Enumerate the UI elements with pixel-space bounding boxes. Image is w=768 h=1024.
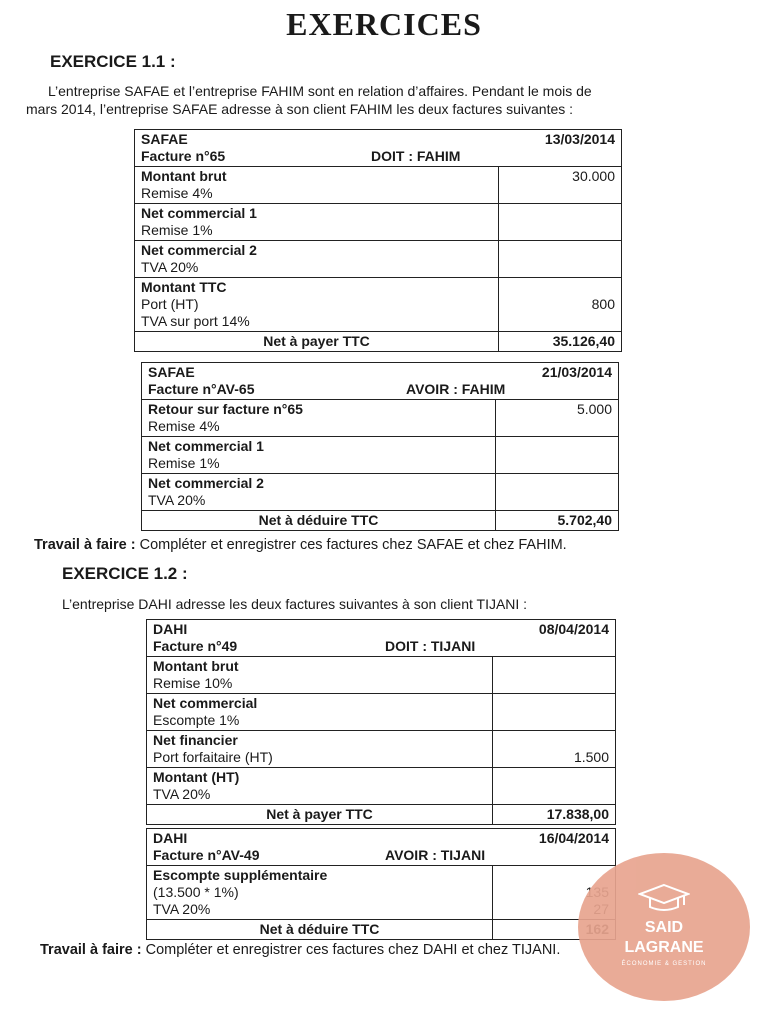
company-name: SAFAE [141,131,188,147]
invoice-number: Facture n°AV-65 [148,381,255,397]
invoice-row [135,204,622,241]
task-text: Compléter et enregistrer ces factures chez SAFAE et chez FAHIM. [135,537,567,553]
invoice-party: DOIT : FAHIM [371,148,461,164]
row-label: Montant brut [141,168,227,184]
invoice-safae-65 [134,129,622,352]
total-label: Net à déduire TTC [259,921,380,937]
invoice-header [147,620,616,657]
invoice-dahi-av-49 [146,828,616,940]
row-sub-label: TVA sur port 14% [141,313,250,329]
exercise-1-2-intro: L’entreprise DAHI adresse les deux factures suivantes à son client TIJANI : [62,596,528,612]
company-name: SAFAE [148,364,195,380]
invoice-total [142,511,619,531]
invoice-date: 21/03/2014 [541,364,612,380]
invoice-total [135,332,622,352]
total-value: 5.702,40 [557,512,612,528]
total-label: Net à déduire TTC [258,512,379,528]
row-sub-label: Remise 1% [141,222,213,238]
watermark-line: ÉCONOMIE & GESTION [621,961,707,967]
invoice-date: 13/03/2014 [544,131,615,147]
row-sub-label: TVA 20% [148,492,206,508]
invoice-safae-av-65 [141,362,619,531]
row-amount: 30.000 [572,168,615,184]
row-sub-label: Remise 1% [148,455,220,471]
row-sub-label: Remise 4% [141,185,213,201]
row-label: Net commercial 1 [141,205,257,221]
invoice-header [135,130,622,167]
intro-line: L’entreprise SAFAE et l’entreprise FAHIM sont en relation d’affaires. Pendant le mois de [48,83,592,99]
company-name: DAHI [153,830,188,846]
intro-line: mars 2014, l’entreprise SAFAE adresse à son client FAHIM les deux factures suivantes : [26,101,574,117]
invoice-row [147,866,616,920]
row-sub-label: TVA 20% [153,786,211,802]
row-label: Montant TTC [141,279,227,295]
row-label: Net commercial [153,695,258,711]
invoice-party: DOIT : TIJANI [385,638,476,654]
row-sub-label: Remise 4% [148,418,220,434]
invoice-number: Facture n°49 [153,638,238,654]
total-label: Net à payer TTC [263,333,370,349]
invoice-party: AVOIR : FAHIM [406,381,506,397]
invoice-row [135,167,622,204]
invoice-row [147,657,616,694]
invoice-row [147,694,616,731]
graduation-cap-icon [638,883,690,920]
company-name: DAHI [153,621,188,637]
watermark-line: LAGRANE [624,939,704,956]
invoice-row [142,437,619,474]
total-value: 35.126,40 [552,333,615,349]
watermark-line: SAID [644,919,684,936]
row-amount: 5.000 [576,401,612,417]
row-label: Net financier [153,732,238,748]
exercise-1-2-task [40,942,560,958]
exercise-1-1-task [34,537,567,553]
invoice-dahi-49 [146,619,616,825]
invoice-date: 08/04/2014 [538,621,609,637]
total-label: Net à payer TTC [266,806,373,822]
row-sub-label: Port forfaitaire (HT) [153,749,273,765]
invoice-party: AVOIR : TIJANI [385,847,486,863]
row-sub-label: Port (HT) [141,296,199,312]
row-sub-label: TVA 20% [153,901,211,917]
row-label: Net commercial 2 [148,475,264,491]
invoice-row [135,241,622,278]
invoice-number: Facture n°AV-49 [153,847,260,863]
task-label: Travail à faire : [34,537,136,553]
watermark-logo [578,853,750,1001]
invoice-row [147,731,616,768]
row-label: Montant (HT) [153,769,240,785]
invoice-header [147,829,616,866]
row-sub-label: Remise 10% [153,675,233,691]
task-text: Compléter et enregistrer ces factures chez DAHI et chez TIJANI. [141,942,561,958]
invoice-row [142,474,619,511]
invoice-header [142,363,619,400]
invoice-total [147,920,616,940]
invoice-number: Facture n°65 [141,148,226,164]
row-sub-label: (13.500 * 1%) [153,884,239,900]
exercise-1-2-heading: EXERCICE 1.2 : [62,564,188,583]
task-label: Travail à faire : [40,942,142,958]
row-amount: 800 [591,296,615,312]
exercise-1-1-heading: EXERCICE 1.1 : [50,52,176,71]
invoice-total [147,805,616,825]
row-sub-label: TVA 20% [141,259,199,275]
invoice-row [142,400,619,437]
exercise-1-1-intro [26,82,746,118]
row-amount: 1.500 [573,749,609,765]
row-sub-label: Escompte 1% [153,712,240,728]
invoice-row [135,278,622,332]
row-label: Net commercial 2 [141,242,257,258]
row-label: Net commercial 1 [148,438,264,454]
row-label: Retour sur facture n°65 [148,401,303,417]
row-label: Escompte supplémentaire [153,867,328,883]
total-value: 17.838,00 [546,806,609,822]
row-label: Montant brut [153,658,239,674]
invoice-row [147,768,616,805]
page-title: EXERCICES [286,6,482,42]
invoice-date: 16/04/2014 [538,830,609,846]
